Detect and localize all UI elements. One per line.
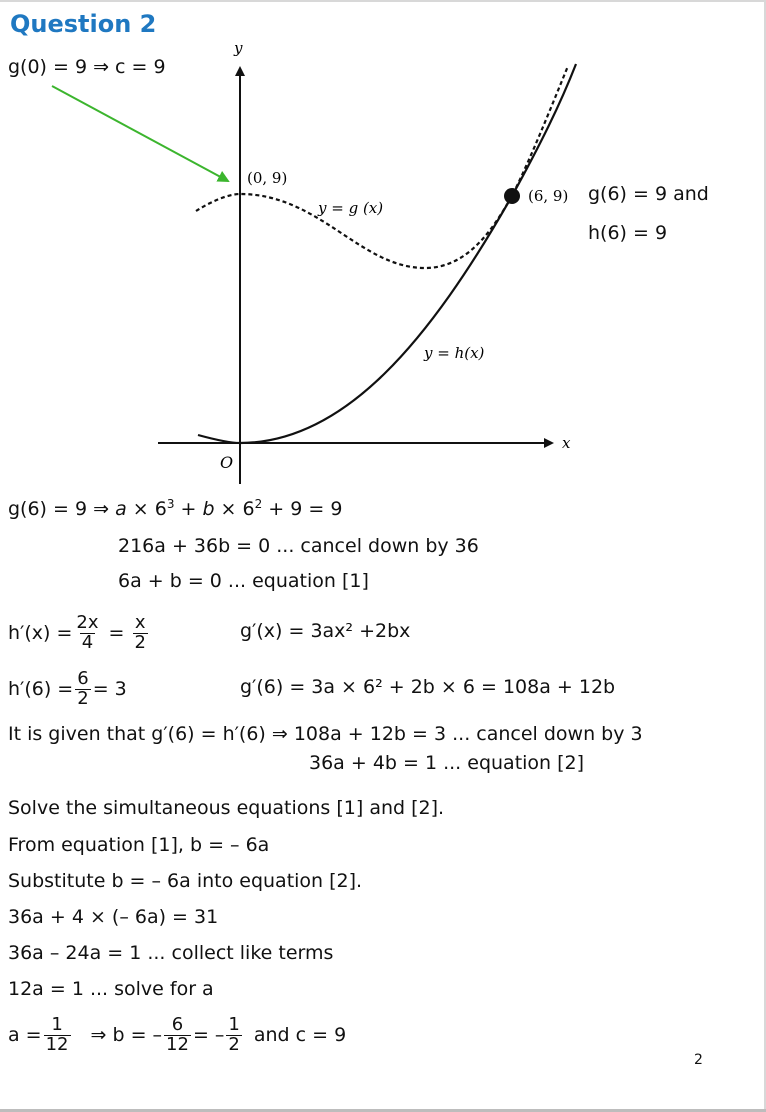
fraction-2x-4 bbox=[74, 614, 100, 653]
h-prime-6-rhs: = 3 bbox=[92, 677, 127, 700]
point-label-6-9: (6, 9) bbox=[528, 187, 569, 205]
line-equation-2: 36a + 4b = 1 ... equation [2] bbox=[309, 752, 585, 774]
fraction-denominator: 2 bbox=[134, 631, 146, 653]
fraction-numerator: 6 bbox=[171, 1014, 184, 1035]
annotation-g6-and: g(6) = 9 and bbox=[588, 183, 709, 205]
line-given-derivatives: It is given that g′(6) = h′(6) ⇒ 108a + 12b = 3 ... cancel down by 3 bbox=[8, 723, 643, 745]
origin-label: O bbox=[220, 453, 234, 472]
line-equation-1: 6a + b = 0 ... equation [1] bbox=[118, 570, 369, 592]
answer-equals: = – bbox=[192, 1023, 225, 1046]
line-substitute: Substitute b = – 6a into equation [2]. bbox=[8, 870, 363, 892]
fraction-1-2 bbox=[226, 1016, 241, 1055]
fraction-denominator: 2 bbox=[77, 687, 89, 709]
x-axis-label: x bbox=[562, 434, 571, 452]
fraction-6-12 bbox=[164, 1016, 191, 1055]
point-label-0-9: (0, 9) bbox=[247, 169, 288, 187]
line-36a-substituted: 36a + 4 × (– 6a) = 31 bbox=[8, 906, 219, 928]
page-number: 2 bbox=[694, 1052, 703, 1068]
answer-c: and c = 9 bbox=[253, 1023, 347, 1046]
graph bbox=[0, 0, 766, 490]
annotation-g0: g(0) = 9 ⇒ c = 9 bbox=[8, 56, 166, 78]
line-final-answer bbox=[8, 1016, 346, 1055]
question-heading: Question 2 bbox=[10, 10, 157, 38]
fraction-numerator: 1 bbox=[51, 1014, 63, 1035]
line-from-equation-1: From equation [1], b = – 6a bbox=[8, 834, 270, 856]
fraction-denominator: 2 bbox=[228, 1033, 240, 1055]
line-h-prime-x: h′(x) = $\frac{2x}{4}$ = $\frac{x}{2}$ bbox=[8, 612, 146, 653]
fraction-denominator: 12 bbox=[166, 1033, 189, 1055]
answer-a: a = bbox=[8, 1023, 42, 1046]
fraction-denominator: 12 bbox=[45, 1033, 69, 1055]
curve-h bbox=[198, 64, 576, 443]
line-g6-lead: g(6) = 9 ⇒ bbox=[8, 498, 116, 520]
line-solve-for-a: 12a = 1 ... solve for a bbox=[8, 978, 214, 1000]
line-g-prime-6: g′(6) = 3a × 6² + 2b × 6 = 108a + 12b bbox=[240, 676, 616, 698]
curve-label-h: y = h(x) bbox=[424, 344, 485, 362]
curve-label-g: y = g (x) bbox=[318, 199, 384, 217]
line-g-prime-x: g′(x) = 3ax² +2bx bbox=[240, 620, 411, 642]
line-216a: 216a + 36b = 0 ... cancel down by 36 bbox=[118, 535, 479, 557]
answer-b: ⇒ b = – bbox=[90, 1023, 163, 1046]
fraction-numerator: 6 bbox=[77, 668, 89, 689]
annotation-h6: h(6) = 9 bbox=[588, 222, 668, 244]
line-solve-simultaneous: Solve the simultaneous equations [1] and [2]. bbox=[8, 797, 445, 819]
h-prime-6-lhs: h′(6) = bbox=[8, 677, 74, 700]
fraction-numerator: 1 bbox=[228, 1014, 240, 1035]
annotation-arrow bbox=[52, 86, 228, 181]
fraction-x-2 bbox=[133, 614, 148, 653]
fraction-denominator: 4 bbox=[81, 631, 94, 653]
fraction-6-2 bbox=[75, 670, 90, 709]
intersection-point bbox=[504, 188, 520, 204]
fraction-numerator: 2x bbox=[76, 612, 99, 633]
h-prime-x-lhs: h′(x) = bbox=[8, 621, 73, 644]
line-g6-equation: g(6) = 9 ⇒ $a \times 6^3 + b \times 6^2 + 9 = 9$ bbox=[8, 497, 343, 520]
line-h-prime-6 bbox=[8, 670, 127, 709]
fraction-1-12 bbox=[44, 1016, 71, 1055]
y-axis-label: y bbox=[234, 39, 243, 57]
line-collect-terms: 36a – 24a = 1 ... collect like terms bbox=[8, 942, 334, 964]
fraction-numerator: x bbox=[134, 612, 146, 633]
curve-g bbox=[196, 66, 568, 268]
